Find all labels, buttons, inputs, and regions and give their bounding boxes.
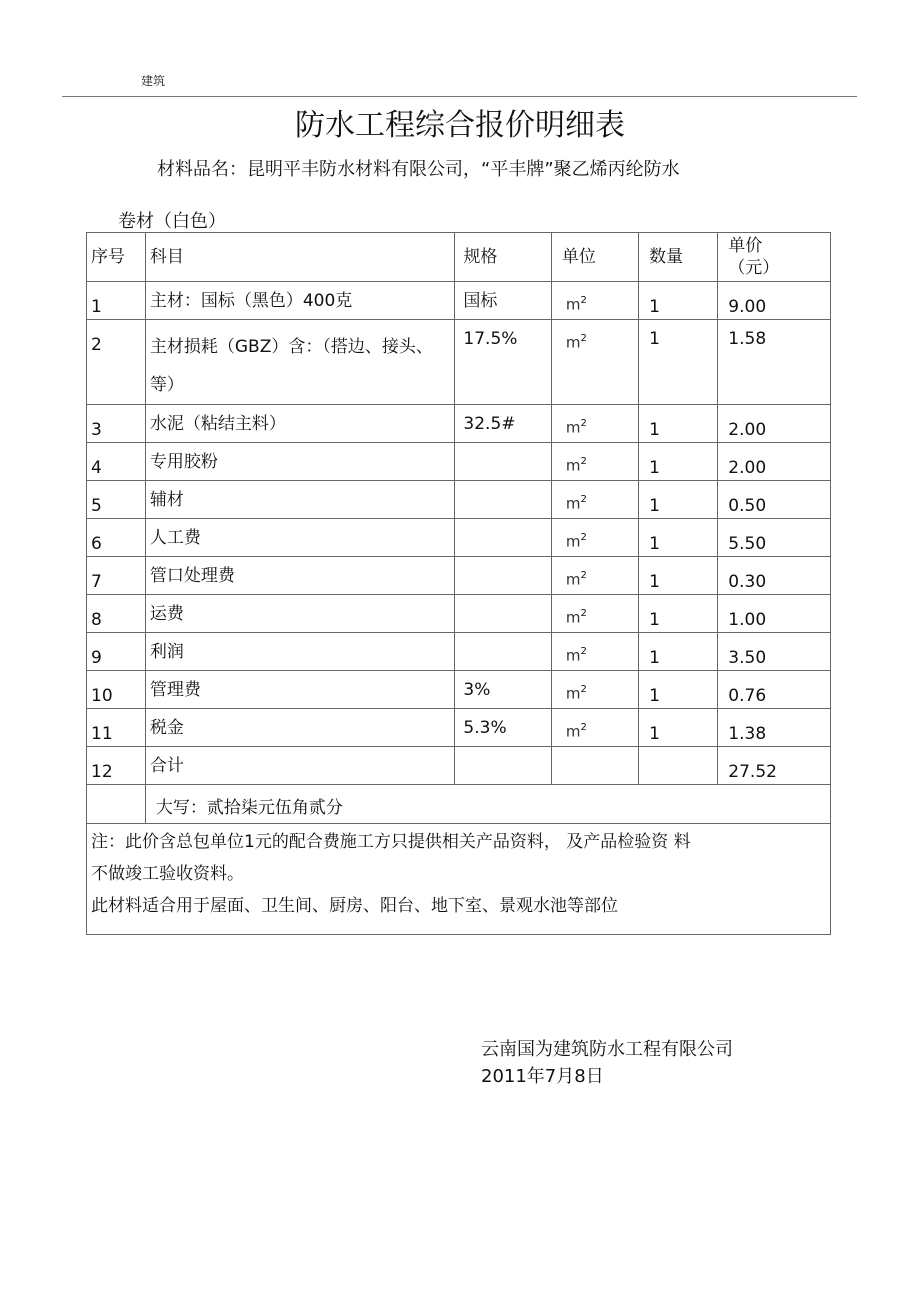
row-no-text: 1 <box>91 297 102 317</box>
row-unit <box>551 557 638 595</box>
row-qty <box>639 747 718 785</box>
row-price <box>718 443 831 481</box>
row-price-text: 1.58 <box>728 329 767 349</box>
row-no <box>87 405 146 443</box>
amount-in-words-row <box>87 785 831 824</box>
row-spec-text <box>463 557 546 565</box>
header-price <box>718 233 831 282</box>
row-price <box>718 709 831 747</box>
row-qty-text: 1 <box>649 534 660 554</box>
row-no <box>87 747 146 785</box>
row-item <box>145 320 455 405</box>
row-spec-text <box>463 519 546 527</box>
unit-base: m <box>565 646 581 665</box>
row-spec-text: 国标 <box>463 291 498 311</box>
unit-exponent: 2 <box>580 532 587 543</box>
row-spec-text <box>463 633 546 641</box>
row-price <box>718 557 831 595</box>
row-price-text: 9.00 <box>728 297 767 317</box>
unit-base: m <box>565 532 581 551</box>
row-spec <box>455 557 551 595</box>
row-item-text: 运费 <box>149 604 184 624</box>
header-no: 序号 <box>87 233 146 282</box>
row-spec <box>455 320 551 405</box>
row-qty-text: 1 <box>649 329 660 349</box>
table-row <box>87 443 831 481</box>
row-spec <box>455 481 551 519</box>
row-item <box>145 595 455 633</box>
row-qty <box>639 595 718 633</box>
row-price-text: 1.00 <box>728 610 767 630</box>
row-unit <box>551 747 638 785</box>
row-price-text: 2.00 <box>728 420 767 440</box>
table-row <box>87 671 831 709</box>
company-name: 云南国为建筑防水工程有限公司 <box>481 1039 733 1060</box>
row-qty <box>639 481 718 519</box>
row-unit-text <box>566 709 634 743</box>
row-unit <box>551 671 638 709</box>
row-item <box>145 405 455 443</box>
row-no-text: 2 <box>91 335 102 355</box>
row-spec <box>455 595 551 633</box>
row-item <box>145 671 455 709</box>
unit-exponent: 2 <box>580 494 587 505</box>
row-qty <box>639 443 718 481</box>
row-qty <box>639 282 718 320</box>
row-spec <box>455 747 551 785</box>
material-name-line1: 材料品名：昆明平丰防水材料有限公司，“平丰牌”聚乙烯丙纶防水 <box>157 159 680 180</box>
note-line: 此材料适合用于屋面、卫生间、厨房、阳台、地下室、景观水池等部位 <box>91 896 618 916</box>
row-price <box>718 320 831 405</box>
row-unit <box>551 282 638 320</box>
row-spec <box>455 519 551 557</box>
unit-base: m <box>565 494 581 513</box>
row-price-text: 5.50 <box>728 534 767 554</box>
row-price <box>718 671 831 709</box>
table-header-row <box>87 233 831 282</box>
row-qty <box>639 709 718 747</box>
unit-base: m <box>565 418 581 437</box>
header-qty: 数量 <box>639 233 718 282</box>
row-qty <box>639 405 718 443</box>
row-no-text: 10 <box>91 686 113 706</box>
row-qty-text: 1 <box>649 496 660 516</box>
unit-exponent: 2 <box>580 333 587 344</box>
row-price <box>718 405 831 443</box>
table-row <box>87 633 831 671</box>
row-no-text: 6 <box>91 534 102 554</box>
row-no-text: 8 <box>91 610 102 630</box>
document-title: 防水工程综合报价明细表 <box>295 108 625 143</box>
row-unit <box>551 633 638 671</box>
row-price-text: 1.38 <box>728 724 767 744</box>
unit-exponent: 2 <box>580 684 587 695</box>
row-qty-text: 1 <box>649 724 660 744</box>
header-unit: 单位 <box>551 233 638 282</box>
row-spec-text: 3% <box>463 680 491 700</box>
row-unit-text <box>566 282 634 316</box>
row-unit <box>551 519 638 557</box>
row-spec <box>455 405 551 443</box>
row-item-text: 水泥（粘结主料） <box>149 414 286 434</box>
row-qty <box>639 557 718 595</box>
row-item <box>145 709 455 747</box>
unit-base: m <box>565 722 581 741</box>
header-price-line1: 单价 <box>728 236 763 256</box>
row-unit-text <box>566 595 634 629</box>
row-price-text: 3.50 <box>728 648 767 668</box>
row-price <box>718 282 831 320</box>
row-price <box>718 519 831 557</box>
row-spec <box>455 709 551 747</box>
unit-base: m <box>565 456 581 475</box>
row-spec-text <box>463 481 546 489</box>
row-no-text: 9 <box>91 648 102 668</box>
amount-in-words-blank <box>87 785 146 824</box>
row-item <box>145 633 455 671</box>
row-unit-text <box>566 671 634 705</box>
row-qty <box>639 320 718 405</box>
row-spec-text: 32.5# <box>463 414 516 434</box>
note-line: 注：此价含总包单位1元的配合费施工方只提供相关产品资料， 及产品检验资 料 <box>91 832 691 852</box>
row-no-text: 5 <box>91 496 102 516</box>
row-unit <box>551 405 638 443</box>
unit-exponent: 2 <box>580 295 587 306</box>
table-row <box>87 481 831 519</box>
row-item-text: 管理费 <box>149 680 201 700</box>
row-no-text: 11 <box>91 724 113 744</box>
row-item <box>145 557 455 595</box>
unit-exponent: 2 <box>580 456 587 467</box>
row-item <box>145 443 455 481</box>
row-item-text: 辅材 <box>149 490 184 510</box>
row-unit-text <box>566 320 634 354</box>
header-spec: 规格 <box>455 233 551 282</box>
row-price-text: 0.30 <box>728 572 767 592</box>
row-no <box>87 481 146 519</box>
row-spec-text <box>463 747 546 755</box>
row-no-text: 4 <box>91 458 102 478</box>
row-unit-text <box>566 405 634 439</box>
row-unit-text <box>566 557 634 591</box>
row-price <box>718 633 831 671</box>
notes-row <box>87 824 831 935</box>
table-row <box>87 282 831 320</box>
amount-in-words: 大写：贰拾柒元伍角贰分 <box>155 798 343 818</box>
table-row <box>87 747 831 785</box>
unit-exponent: 2 <box>580 722 587 733</box>
row-item <box>145 519 455 557</box>
row-no <box>87 633 146 671</box>
row-price-text: 2.00 <box>728 458 767 478</box>
row-qty-text: 1 <box>649 572 660 592</box>
row-no-text: 7 <box>91 572 102 592</box>
table-row <box>87 519 831 557</box>
row-spec-text <box>463 595 546 603</box>
table-row <box>87 320 831 405</box>
row-item <box>145 282 455 320</box>
row-qty <box>639 671 718 709</box>
row-no <box>87 519 146 557</box>
row-item-text: 人工费 <box>149 528 201 548</box>
table-row <box>87 405 831 443</box>
row-item-text: 管口处理费 <box>149 566 235 586</box>
row-unit-text <box>566 443 634 477</box>
row-no <box>87 709 146 747</box>
document-date: 2011年7月8日 <box>481 1066 604 1087</box>
row-item <box>145 481 455 519</box>
unit-exponent: 2 <box>580 608 587 619</box>
row-unit-text <box>566 519 634 553</box>
row-item-text: 税金 <box>149 718 184 738</box>
row-spec-text <box>463 443 546 451</box>
row-item-text: 合计 <box>149 756 184 776</box>
row-price-text: 27.52 <box>728 762 777 782</box>
row-spec-text: 17.5% <box>463 329 518 349</box>
unit-base: m <box>565 333 581 352</box>
row-no <box>87 443 146 481</box>
header-price-line2: （元） <box>728 258 780 278</box>
row-price <box>718 747 831 785</box>
row-item-text: 主材：国标（黑色）400克 <box>149 291 353 311</box>
quote-table <box>86 232 831 935</box>
unit-base: m <box>565 608 581 627</box>
row-price-text: 0.50 <box>728 496 767 516</box>
header-label: 建筑 <box>141 74 166 88</box>
row-qty-text: 1 <box>649 648 660 668</box>
row-unit-text <box>566 747 634 755</box>
row-qty-text <box>649 747 713 761</box>
row-no <box>87 671 146 709</box>
note-line: 不做竣工验收资料。 <box>91 864 244 884</box>
row-item <box>145 747 455 785</box>
row-item-text: 主材损耗（GBZ）含：（搭边、接头、等） <box>149 337 433 395</box>
row-qty <box>639 519 718 557</box>
unit-exponent: 2 <box>580 418 587 429</box>
row-no <box>87 282 146 320</box>
row-qty <box>639 633 718 671</box>
row-unit <box>551 595 638 633</box>
row-unit <box>551 320 638 405</box>
row-spec <box>455 671 551 709</box>
row-unit-text <box>566 481 634 515</box>
row-qty-text: 1 <box>649 297 660 317</box>
unit-base: m <box>565 295 581 314</box>
row-unit <box>551 443 638 481</box>
row-item-text: 专用胶粉 <box>149 452 218 472</box>
row-spec <box>455 443 551 481</box>
row-no <box>87 320 146 405</box>
row-qty-text: 1 <box>649 686 660 706</box>
row-unit <box>551 709 638 747</box>
amount-in-words-cell <box>145 785 830 824</box>
row-qty-text: 1 <box>649 458 660 478</box>
row-no-text: 3 <box>91 420 102 440</box>
row-price <box>718 595 831 633</box>
row-spec-text: 5.3% <box>463 718 507 738</box>
unit-base: m <box>565 570 581 589</box>
row-spec <box>455 633 551 671</box>
row-qty-text: 1 <box>649 610 660 630</box>
row-no <box>87 595 146 633</box>
row-item-text: 利润 <box>149 642 184 662</box>
material-name-line2: 卷材（白色） <box>118 211 226 232</box>
row-spec <box>455 282 551 320</box>
row-qty-text: 1 <box>649 420 660 440</box>
table-row <box>87 595 831 633</box>
header-rule <box>62 96 857 97</box>
notes-cell <box>87 824 831 935</box>
notes-block <box>91 824 826 922</box>
row-no-text: 12 <box>91 762 113 782</box>
unit-base: m <box>565 684 581 703</box>
row-unit <box>551 481 638 519</box>
unit-exponent: 2 <box>580 646 587 657</box>
row-price <box>718 481 831 519</box>
row-price-text: 0.76 <box>728 686 767 706</box>
row-no <box>87 557 146 595</box>
row-unit-text <box>566 633 634 667</box>
unit-exponent: 2 <box>580 570 587 581</box>
header-item: 科目 <box>145 233 455 282</box>
table-row <box>87 557 831 595</box>
table-row <box>87 709 831 747</box>
